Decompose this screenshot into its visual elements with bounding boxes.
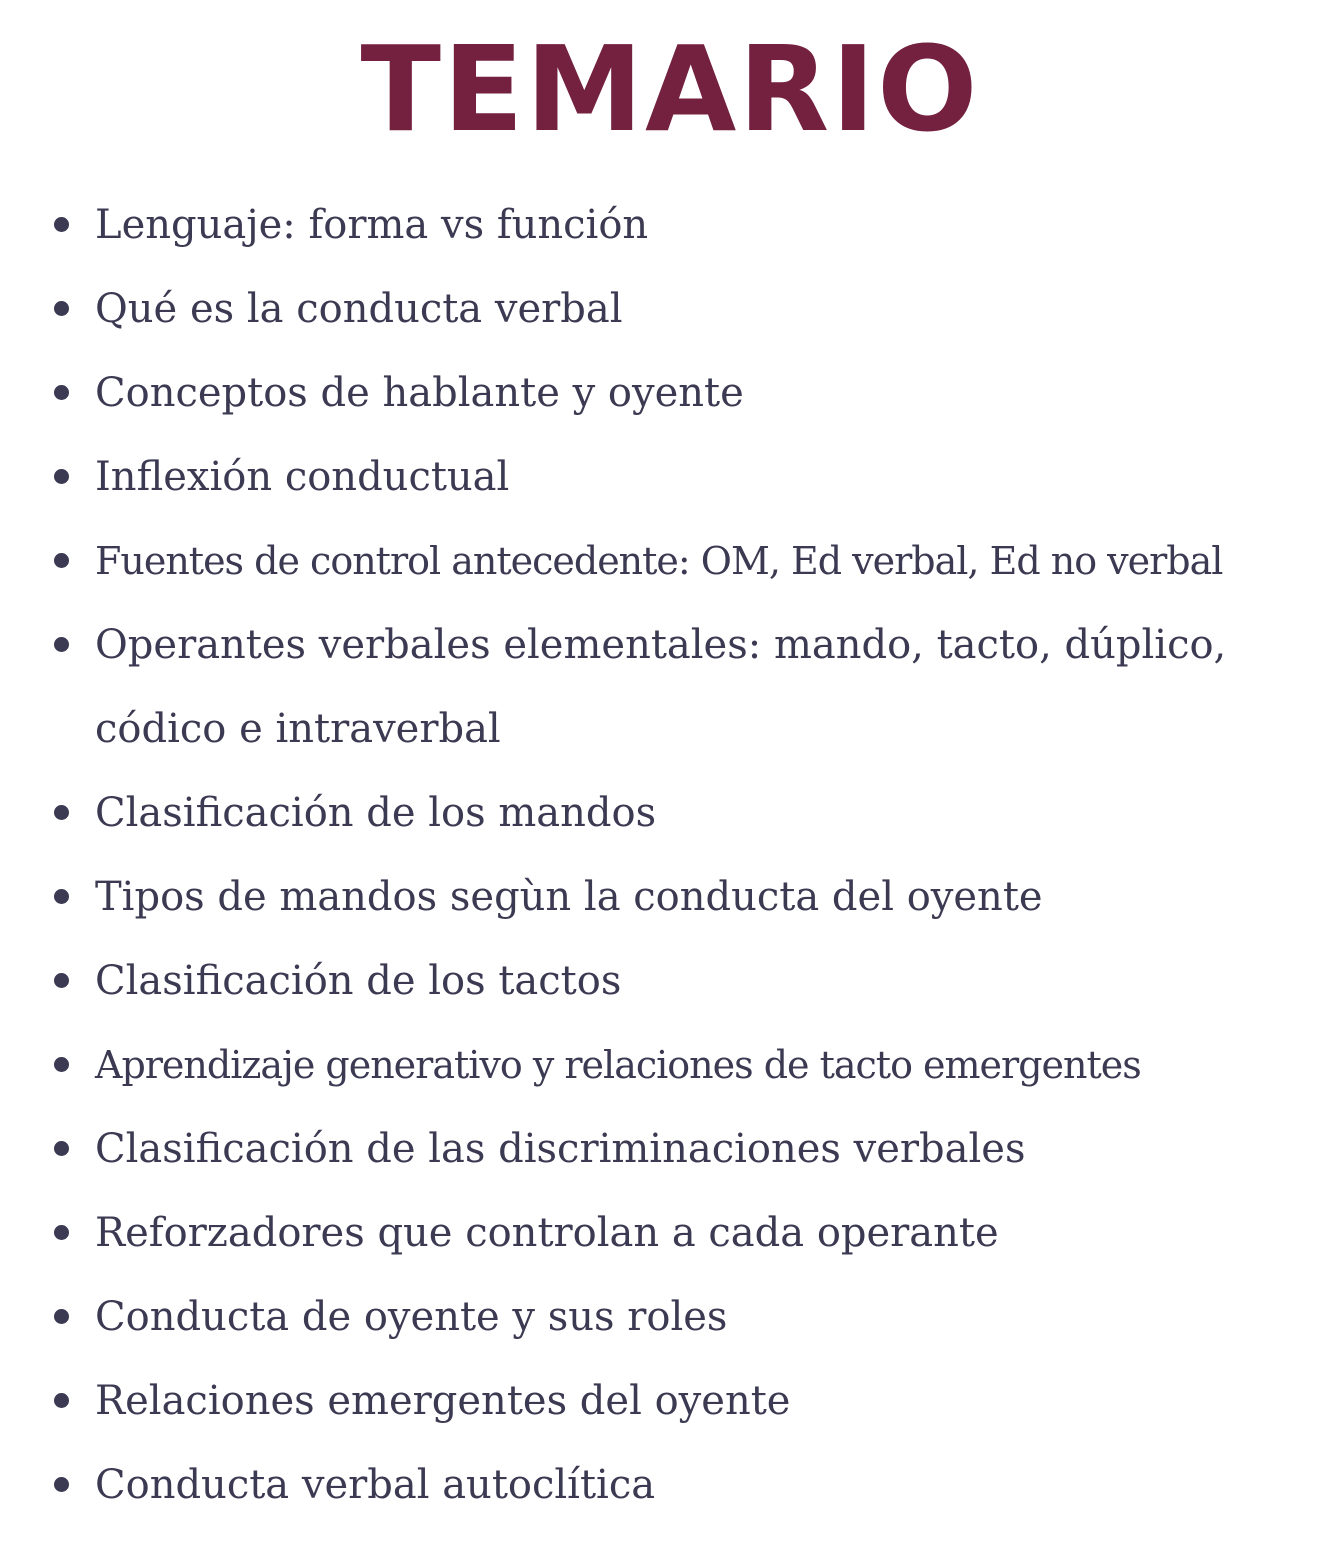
bullet-icon — [54, 1225, 69, 1240]
list-item-text: Clasificación de los mandos — [95, 790, 657, 836]
list-item-text: Clasificación de los tactos — [95, 958, 622, 1004]
list-item-text: Operantes verbales elementales: mando, tacto, dúplico, códico e intraverbal — [95, 622, 1227, 752]
bullet-icon — [54, 637, 69, 652]
bullet-icon — [54, 805, 69, 820]
topic-list — [0, 183, 1340, 1527]
bullet-icon — [54, 469, 69, 484]
list-item-text: Conducta verbal autoclítica — [95, 1462, 656, 1508]
bullet-icon — [54, 553, 69, 568]
list-item — [0, 519, 1340, 603]
page-title: TEMARIO — [360, 20, 980, 158]
bullet-icon — [54, 1309, 69, 1324]
list-item-text: Aprendizaje generativo y relaciones de tacto emergentes — [95, 1043, 1141, 1087]
list-item-text: Reforzadores que controlan a cada operante — [95, 1210, 999, 1256]
list-item — [0, 1443, 1340, 1527]
list-item — [0, 939, 1340, 1023]
bullet-icon — [54, 1477, 69, 1492]
list-item-text: Tipos de mandos segùn la conducta del oyente — [95, 874, 1043, 920]
bullet-icon — [54, 973, 69, 988]
bullet-icon — [54, 301, 69, 316]
list-item-text: Fuentes de control antecedente: OM, Ed verbal, Ed no verbal — [95, 539, 1223, 583]
list-item — [0, 855, 1340, 939]
list-item — [0, 771, 1340, 855]
list-item — [0, 603, 1340, 771]
list-item-text: Inflexión conductual — [95, 454, 510, 500]
bullet-icon — [54, 1141, 69, 1156]
bullet-icon — [54, 889, 69, 904]
bullet-icon — [54, 1057, 69, 1072]
list-item-text: Qué es la conducta verbal — [95, 286, 623, 332]
list-item-text: Conducta de oyente y sus roles — [95, 1294, 728, 1340]
list-item — [0, 1359, 1340, 1443]
list-item-text: Conceptos de hablante y oyente — [95, 370, 744, 416]
bullet-icon — [54, 217, 69, 232]
list-item — [0, 1023, 1340, 1107]
list-item — [0, 1107, 1340, 1191]
list-item — [0, 267, 1340, 351]
list-item — [0, 1191, 1340, 1275]
list-item — [0, 183, 1340, 267]
list-item — [0, 435, 1340, 519]
list-item — [0, 351, 1340, 435]
list-item-text: Lenguaje: forma vs función — [95, 202, 649, 248]
list-item-text: Clasificación de las discriminaciones verbales — [95, 1126, 1026, 1172]
bullet-icon — [54, 1393, 69, 1408]
bullet-icon — [54, 385, 69, 400]
list-item — [0, 1275, 1340, 1359]
list-item-text: Relaciones emergentes del oyente — [95, 1378, 791, 1424]
